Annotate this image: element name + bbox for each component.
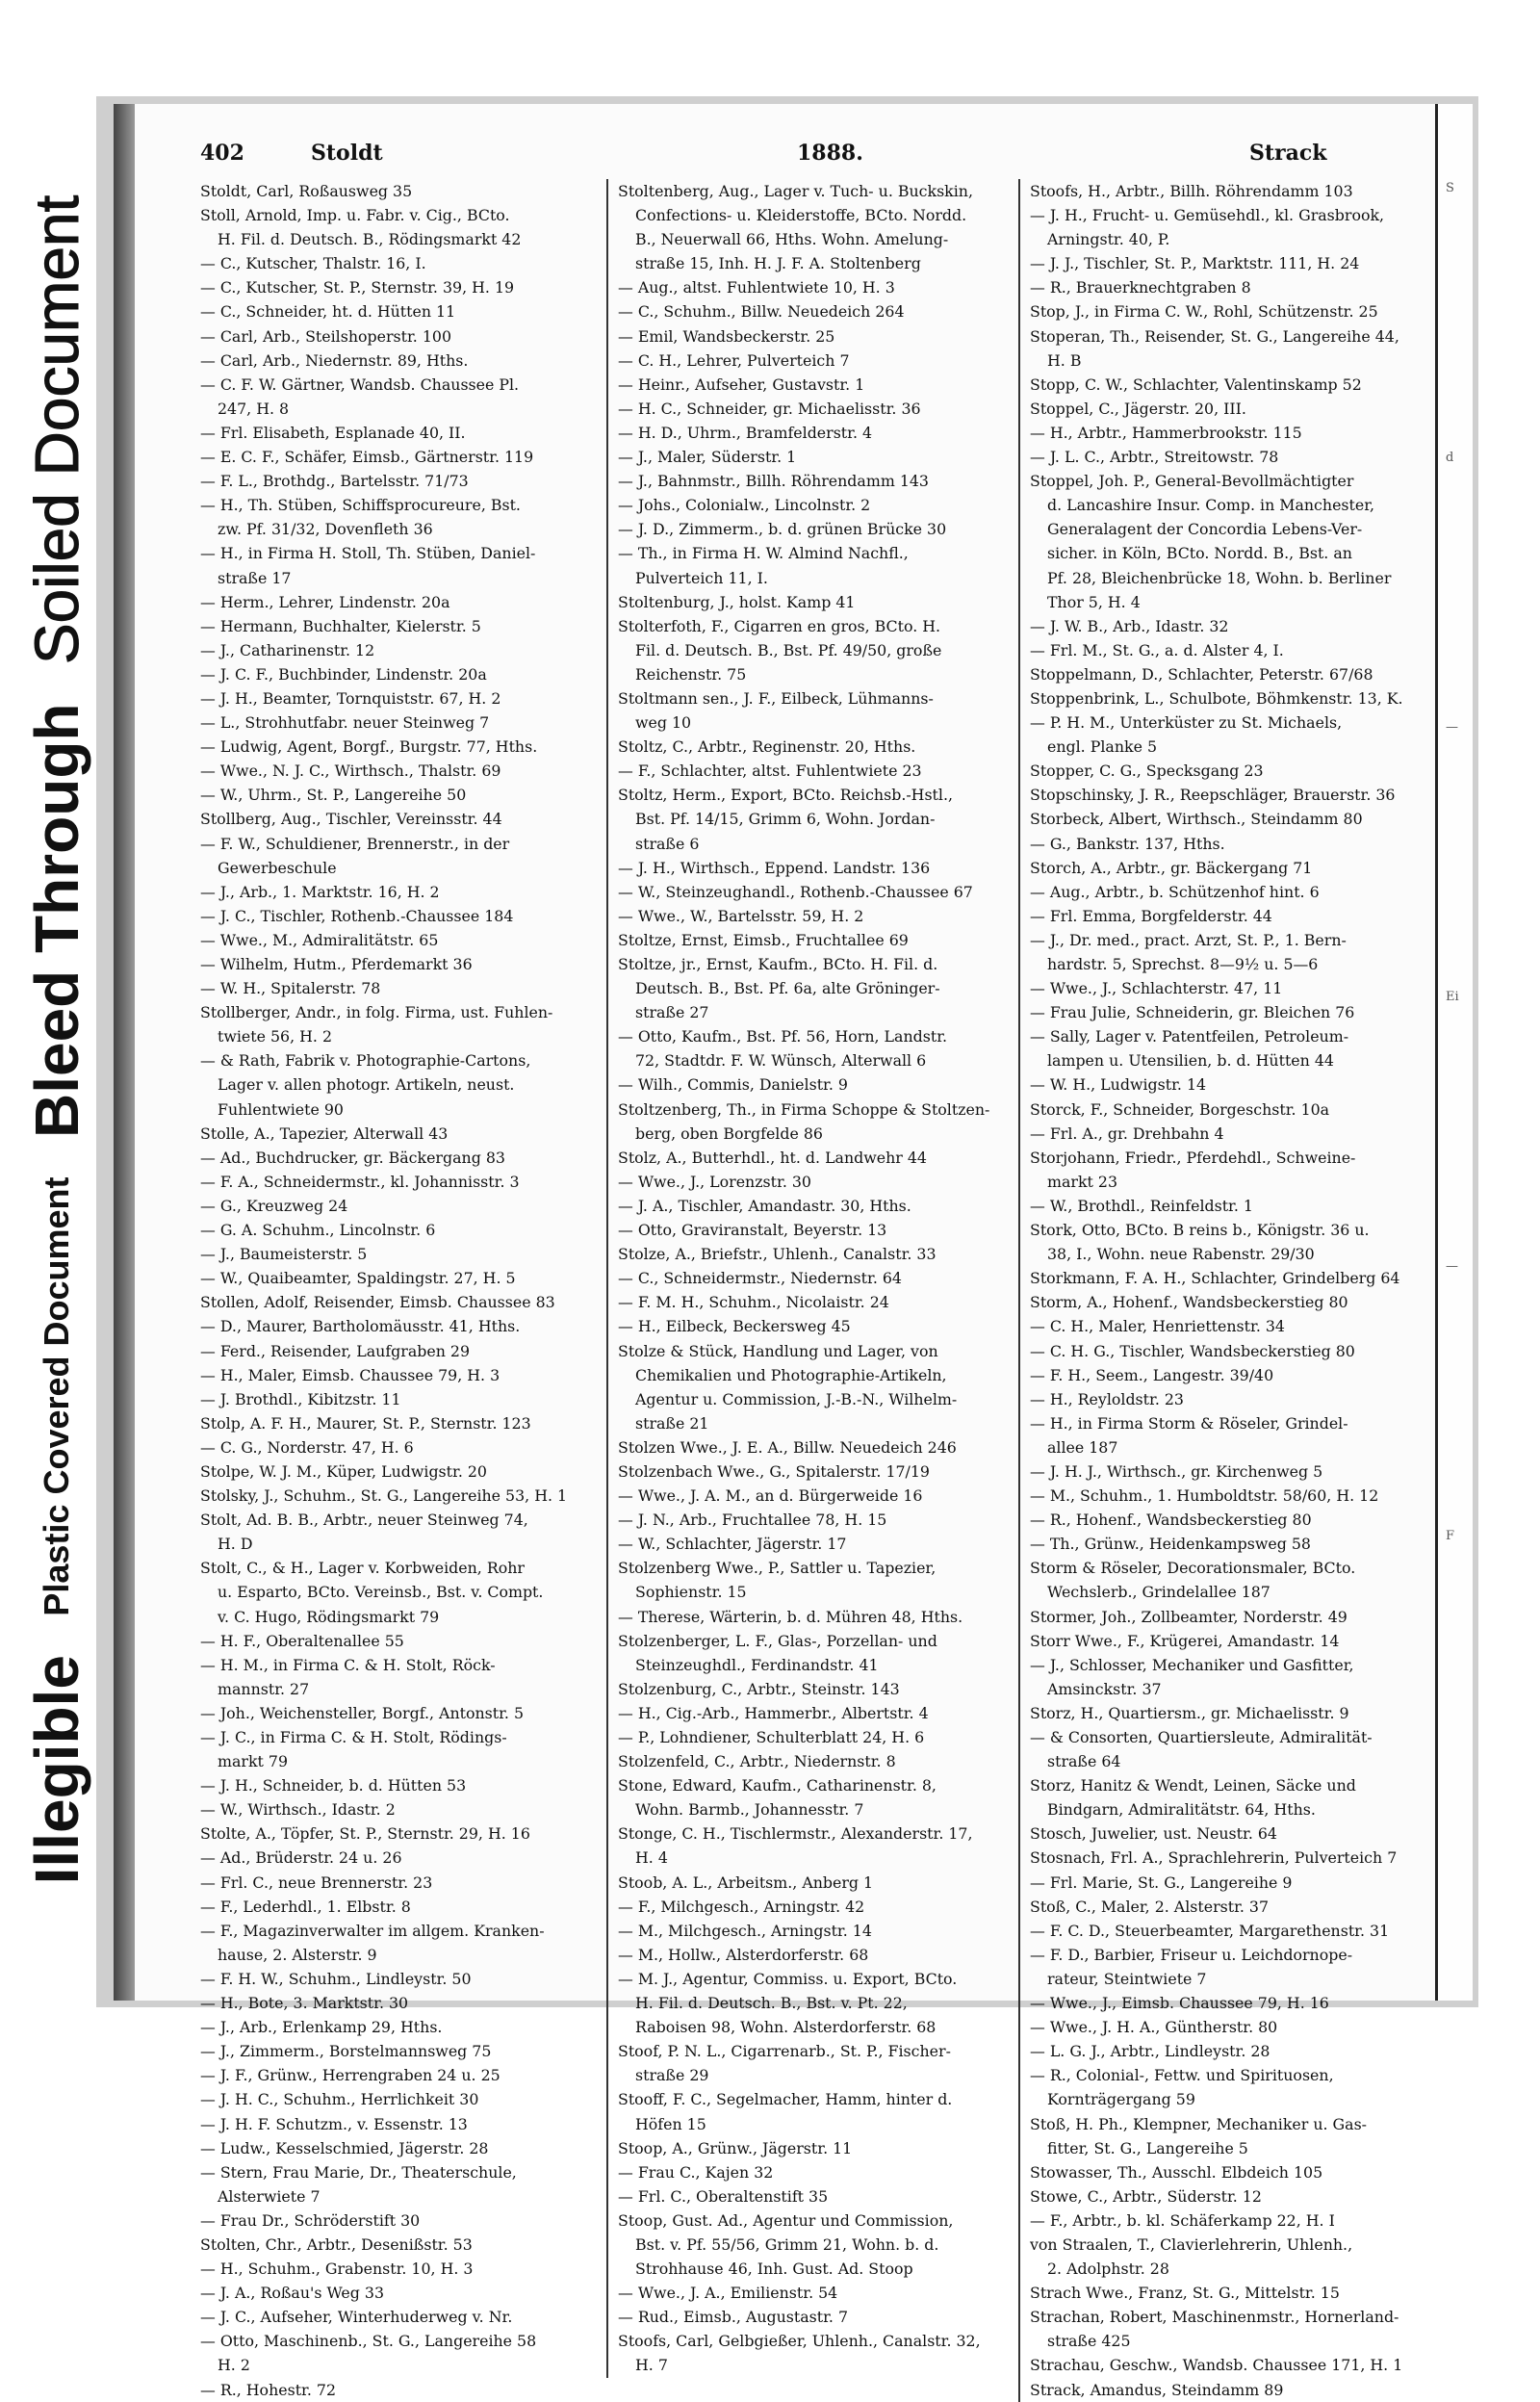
directory-entry: — Frl. Elisabeth, Esplanade 40, II. (200, 423, 466, 442)
stamp-plastic-covered: Plastic Covered Document (37, 1176, 76, 1616)
directory-entry: — Frau Dr., Schröderstift 30 (200, 2210, 421, 2230)
directory-entry: — C., Schneidermstr., Niedernstr. 64 (618, 1269, 902, 1288)
directory-entry: Stoppel, C., Jägerstr. 20, III. (1030, 399, 1246, 418)
entry-continuation: u. Esparto, BCto. Vereinsb., Bst. v. Compt. (218, 1583, 544, 1602)
directory-entry: — F., Milchgesch., Arningstr. 42 (618, 1897, 865, 1916)
entry-continuation: engl. Planke 5 (1047, 737, 1157, 757)
directory-entry: — & Consorten, Quartiersleute, Admiralität- (1030, 1728, 1373, 1746)
directory-entry: — F. H. W., Schuhm., Lindleystr. 50 (200, 1969, 472, 1988)
directory-entry: — R., Hohenf., Wandsbeckerstieg 80 (1030, 1511, 1312, 1530)
directory-entry: Storm & Röseler, Decorationsmaler, BCto. (1030, 1559, 1356, 1578)
directory-entry: Stormer, Joh., Zollbeamter, Norderstr. 49 (1030, 1607, 1348, 1626)
directory-entry: — F. W., Schuldiener, Brennerstr., in der (200, 834, 510, 853)
stamp-soiled: Soiled Document (22, 194, 91, 665)
directory-entry: Storr Wwe., F., Krügerei, Amandastr. 14 (1030, 1631, 1340, 1650)
directory-entry: — P. H. M., Unterküster zu St. Michaels, (1030, 713, 1343, 733)
directory-entry: Stoß, C., Maler, 2. Alsterstr. 37 (1030, 1897, 1270, 1916)
directory-entry: — H., Cig.-Arb., Hammerbr., Albertstr. 4 (618, 1703, 929, 1722)
directory-entry: Stoltzenberg, Th., in Firma Schoppe & Stoltzen- (618, 1099, 990, 1119)
directory-entry: Stolle, A., Tapezier, Alterwall 43 (200, 1124, 449, 1143)
directory-entry: Stolzenfeld, C., Arbtr., Niedernstr. 8 (618, 1752, 896, 1771)
directory-entry: — Ludw., Kesselschmied, Jägerstr. 28 (200, 2138, 489, 2157)
directory-entry: — C. H., Maler, Henriettenstr. 34 (1030, 1317, 1285, 1336)
directory-entry: — W., Schlachter, Jägerstr. 17 (618, 1535, 847, 1554)
entry-continuation: v. C. Hugo, Rödingsmarkt 79 (218, 1607, 440, 1626)
directory-entry: — F. H., Seem., Langestr. 39/40 (1030, 1365, 1274, 1384)
directory-entry: Strachan, Robert, Maschinenmstr., Hornerland- (1030, 2308, 1399, 2327)
directory-entry: — J., Dr. med., pract. Arzt, St. P., 1. Bern- (1030, 930, 1347, 949)
directory-entry: Stowe, C., Arbtr., Süderstr. 12 (1030, 2186, 1262, 2206)
directory-entry: Stolz, A., Butterhdl., ht. d. Landwehr 44 (618, 1148, 927, 1167)
header-right-keyword: Strack (1249, 141, 1327, 166)
directory-entry: Stonge, C. H., Tischlermstr., Alexanderstr. 17, (618, 1824, 973, 1844)
directory-entry: — Ludwig, Agent, Borgf., Burgstr. 77, Hths. (200, 737, 538, 757)
directory-entry: Stollberger, Andr., in folg. Firma, ust. Fuhlen- (200, 1003, 553, 1022)
directory-entry: — W., Quaibeamter, Spaldingstr. 27, H. 5 (200, 1269, 516, 1288)
directory-entry: — W., Wirthsch., Idastr. 2 (200, 1800, 396, 1820)
directory-entry: Stolt, C., & H., Lager v. Korbweiden, Rohr (200, 1559, 525, 1578)
next-page-fragment: F (1446, 1529, 1455, 1543)
directory-entry: — H., Eilbeck, Beckersweg 45 (618, 1317, 851, 1336)
directory-entry: Stoltz, C., Arbtr., Reginenstr. 20, Hths. (618, 737, 916, 757)
directory-entry: — J. W. B., Arb., Idastr. 32 (1030, 616, 1229, 635)
directory-entry: Stoltze, Ernst, Eimsb., Fruchtallee 69 (618, 930, 909, 949)
directory-entry: — J. H., Wirthsch., Eppend. Landstr. 136 (618, 858, 931, 877)
directory-entry: Stoltmann sen., J. F., Eilbeck, Lühmanns- (618, 688, 934, 708)
directory-entry: Stolsky, J., Schuhm., St. G., Langereihe 53, H. 1 (200, 1486, 568, 1506)
directory-entry: Strach Wwe., Franz, St. G., Mittelstr. 15 (1030, 2284, 1340, 2303)
directory-entry: — G., Kreuzweg 24 (200, 1196, 348, 1215)
entry-continuation: markt 23 (1047, 1172, 1117, 1191)
directory-entry: — H., Schuhm., Grabenstr. 10, H. 3 (200, 2260, 474, 2279)
entry-continuation: H. 2 (218, 2356, 250, 2375)
next-page-edge (1435, 104, 1473, 2001)
directory-entry: — J. H., Beamter, Tornquiststr. 67, H. 2 (200, 688, 501, 708)
directory-entry: — Aug., altst. Fuhlentwiete 10, H. 3 (618, 278, 895, 297)
directory-entry: Stone, Edward, Kaufm., Catharinenstr. 8, (618, 1776, 937, 1795)
directory-entry: Stoß, H. Ph., Klempner, Mechaniker u. Gas- (1030, 2114, 1368, 2133)
directory-entry: — J., Arb., 1. Marktstr. 16, H. 2 (200, 882, 440, 901)
entry-continuation: Höfen 15 (635, 2114, 706, 2133)
directory-entry: Stolzenberg Wwe., P., Sattler u. Tapezier, (618, 1559, 937, 1578)
directory-entry: Stolten, Chr., Arbtr., Desenißstr. 53 (200, 2234, 473, 2254)
directory-entry: Stoltz, Herm., Export, BCto. Reichsb.-Hstl., (618, 786, 954, 805)
directory-entry: Stosnach, Frl. A., Sprachlehrerin, Pulverteich 7 (1030, 1848, 1398, 1868)
directory-entry: Stolpe, W. J. M., Küper, Ludwigstr. 20 (200, 1461, 487, 1481)
directory-entry: — Wwe., J. A., Emilienstr. 54 (618, 2284, 838, 2303)
entry-continuation: H. Fil. d. Deutsch. B., Rödingsmarkt 42 (218, 230, 522, 249)
directory-entry: Storkmann, F. A. H., Schlachter, Grindelberg 64 (1030, 1269, 1400, 1288)
directory-entry: Storjohann, Friedr., Pferdehdl., Schweine- (1030, 1148, 1356, 1167)
directory-entry: — M., Schuhm., 1. Humboldtstr. 58/60, H. 12 (1030, 1486, 1379, 1506)
stamp-bleed-through: Bleed Through (22, 703, 91, 1139)
directory-entry: Stolte, A., Töpfer, St. P., Sternstr. 29, H. 16 (200, 1824, 530, 1844)
directory-entry: Stoof, P. N. L., Cigarrenarb., St. P., Fischer- (618, 2042, 951, 2061)
entry-continuation: straße 21 (635, 1413, 709, 1433)
directory-entry: — Carl, Arb., Niedernstr. 89, Hths. (200, 350, 469, 370)
directory-entry: — Frau Julie, Schneiderin, gr. Bleichen 76 (1030, 1003, 1355, 1022)
directory-entry: — J., Bahnmstr., Billh. Röhrendamm 143 (618, 472, 929, 491)
directory-entry: — M., Milchgesch., Arningstr. 14 (618, 1921, 872, 1940)
directory-entry: — J. D., Zimmerm., b. d. grünen Brücke 30 (618, 520, 947, 539)
entry-continuation: sicher. in Köln, BCto. Nordd. B., Bst. an (1047, 544, 1352, 563)
directory-entry: Stolze & Stück, Handlung und Lager, von (618, 1341, 938, 1360)
directory-entry: — J. A., Tischler, Amandastr. 30, Hths. (618, 1196, 911, 1215)
entry-continuation: d. Lancashire Insur. Comp. in Manchester, (1047, 496, 1375, 515)
directory-entry: — J. C., Tischler, Rothenb.-Chaussee 184 (200, 906, 514, 925)
directory-entry: — J. A., Roßau's Weg 33 (200, 2284, 384, 2303)
directory-entry: — Wwe., J., Schlachterstr. 47, 11 (1030, 979, 1283, 998)
directory-entry: — F. M. H., Schuhm., Nicolaistr. 24 (618, 1293, 889, 1312)
directory-entry: — Joh., Weichensteller, Borgf., Antonstr. 5 (200, 1703, 525, 1722)
directory-entry: — Th., Grünw., Heidenkampsweg 58 (1030, 1535, 1311, 1554)
directory-entry: — H. D., Uhrm., Bramfelderstr. 4 (618, 423, 873, 442)
entry-continuation: hardstr. 5, Sprechst. 8—9½ u. 5—6 (1047, 955, 1319, 973)
directory-entry: — Johs., Colonialw., Lincolnstr. 2 (618, 496, 871, 515)
directory-entry: — C. F. W. Gärtner, Wandsb. Chaussee Pl. (200, 375, 520, 394)
directory-entry: — C. G., Norderstr. 47, H. 6 (200, 1437, 414, 1457)
directory-entry: — F., Schlachter, altst. Fuhlentwiete 23 (618, 762, 922, 781)
directory-entry: — M. J., Agentur, Commiss. u. Export, BCto. (618, 1969, 958, 1988)
entry-continuation: Arningstr. 40, P. (1047, 230, 1170, 249)
directory-entry: — G., Bankstr. 137, Hths. (1030, 834, 1225, 853)
directory-entry: Stopp, C. W., Schlachter, Valentinskamp 52 (1030, 375, 1362, 394)
entry-continuation: Bindgarn, Admiralitätstr. 64, Hths. (1047, 1800, 1316, 1820)
entry-continuation: Lager v. allen photogr. Artikeln, neust. (218, 1075, 515, 1095)
directory-entry: — F., Arbtr., b. kl. Schäferkamp 22, H. I (1030, 2210, 1335, 2230)
directory-entry: — C., Schuhm., Billw. Neuedeich 264 (618, 302, 905, 322)
entry-continuation: Reichenstr. 75 (635, 664, 747, 684)
directory-entry: — Frl. C., neue Brennerstr. 23 (200, 1873, 433, 1892)
directory-entry: — W. H., Ludwigstr. 14 (1030, 1075, 1207, 1095)
entry-continuation: H. D (218, 1535, 253, 1554)
directory-entry: — H., in Firma H. Stoll, Th. Stüben, Daniel- (200, 544, 536, 563)
directory-entry: — H., Reyloldstr. 23 (1030, 1389, 1184, 1408)
entry-continuation: berg, oben Borgfelde 86 (635, 1124, 823, 1143)
directory-entry: Stoofs, Carl, Gelbgießer, Uhlenh., Canalstr. 32, (618, 2332, 981, 2351)
directory-entry: Stolze, A., Briefstr., Uhlenh., Canalstr. 33 (618, 1245, 937, 1264)
stamp-text (21, 178, 92, 1902)
directory-entry: Stolzenbach Wwe., G., Spitalerstr. 17/19 (618, 1461, 930, 1481)
directory-entry: — J. J., Tischler, St. P., Marktstr. 111, H. 24 (1030, 254, 1360, 273)
directory-entry: — Frl. C., Oberaltenstift 35 (618, 2186, 829, 2206)
directory-entry: Stoop, A., Grünw., Jägerstr. 11 (618, 2138, 853, 2157)
next-page-fragment: — (1446, 1259, 1458, 1274)
directory-entry: Stoltenberg, Aug., Lager v. Tuch- u. Buckskin, (618, 182, 973, 200)
entry-continuation: Fil. d. Deutsch. B., Bst. Pf. 49/50, große (635, 640, 942, 659)
entry-continuation: markt 79 (218, 1752, 288, 1771)
directory-entry: — J. H. F. Schutzm., v. Essenstr. 13 (200, 2114, 468, 2133)
entry-continuation: Pulverteich 11, I. (635, 568, 768, 587)
directory-entry: — J. N., Arb., Fruchtallee 78, H. 15 (618, 1511, 887, 1530)
directory-entry: — J. H. C., Schuhm., Herrlichkeit 30 (200, 2090, 479, 2109)
directory-entry: — J., Maler, Süderstr. 1 (618, 448, 797, 467)
directory-entry: — J. C., Aufseher, Winterhuderweg v. Nr. (200, 2308, 513, 2327)
directory-entry: Strack, Amandus, Steindamm 89 (1030, 2380, 1284, 2399)
entry-continuation: Sophienstr. 15 (635, 1583, 747, 1602)
entry-continuation: Generalagent der Concordia Lebens-Ver- (1047, 520, 1363, 539)
directory-entry: — Herm., Lehrer, Lindenstr. 20a (200, 592, 450, 611)
directory-entry: — F. L., Brothdg., Bartelsstr. 71/73 (200, 472, 469, 491)
directory-entry: — W., Brothdl., Reinfeldstr. 1 (1030, 1196, 1253, 1215)
directory-entry: — F. C. D., Steuerbeamter, Margarethenstr. 31 (1030, 1921, 1390, 1940)
directory-entry: — J. L. C., Arbtr., Streitowstr. 78 (1030, 448, 1279, 467)
entry-continuation: Agentur u. Commission, J.-B.-N., Wilhelm- (635, 1389, 958, 1408)
entry-continuation: H. Fil. d. Deutsch. B., Bst. v. Pt. 22, (635, 1994, 908, 2013)
directory-column-2 (606, 179, 1001, 2378)
entry-continuation: straße 29 (635, 2066, 709, 2085)
header-year: 1888. (797, 141, 863, 166)
directory-entry: — D., Maurer, Bartholomäusstr. 41, Hths. (200, 1317, 521, 1336)
directory-entry: — J. H., Frucht- u. Gemüsehdl., kl. Grasbrook, (1030, 206, 1385, 225)
directory-entry: — W. H., Spitalerstr. 78 (200, 979, 381, 998)
entry-continuation: 72, Stadtdr. F. W. Wünsch, Alterwall 6 (635, 1051, 927, 1071)
page-header (200, 141, 1423, 171)
directory-entry: Stolterfoth, F., Cigarren en gros, BCto. H. (618, 616, 941, 635)
directory-entry: — H. C., Schneider, gr. Michaelisstr. 36 (618, 399, 921, 418)
directory-entry: — Frl. M., St. G., a. d. Alster 4, I. (1030, 640, 1284, 659)
entry-continuation: straße 6 (635, 834, 700, 853)
directory-entry: — Ferd., Reisender, Laufgraben 29 (200, 1341, 471, 1360)
directory-entry: Stoldt, Carl, Roßausweg 35 (200, 182, 413, 200)
directory-entry: — R., Brauerknechtgraben 8 (1030, 278, 1251, 297)
entry-continuation: straße 17 (218, 568, 292, 587)
directory-entry: Stoperan, Th., Reisender, St. G., Langereihe 44, (1030, 326, 1399, 346)
page-gutter (114, 104, 135, 2001)
entry-continuation: H. 4 (635, 1848, 668, 1868)
stamp-illegible: Illegible (22, 1655, 91, 1885)
entry-continuation: Bst. Pf. 14/15, Grimm 6, Wohn. Jordan- (635, 810, 936, 829)
directory-entry: Strachau, Geschw., Wandsb. Chaussee 171, H. 1 (1030, 2356, 1403, 2375)
directory-entry: — Hermann, Buchhalter, Kielerstr. 5 (200, 616, 481, 635)
entry-continuation: hause, 2. Alsterstr. 9 (218, 1945, 377, 1964)
entry-continuation: Bst. v. Pf. 55/56, Grimm 21, Wohn. b. d. (635, 2234, 939, 2254)
next-page-fragment: Ei (1446, 990, 1459, 1004)
directory-entry: — Wilhelm, Hutm., Pferdemarkt 36 (200, 955, 473, 973)
entry-continuation: Fuhlentwiete 90 (218, 1099, 344, 1119)
directory-entry: Stoppel, Joh. P., General-Bevollmächtigter (1030, 472, 1354, 491)
directory-entry: — F. D., Barbier, Friseur u. Leichdornope- (1030, 1945, 1353, 1964)
directory-entry: — Ad., Buchdrucker, gr. Bäckergang 83 (200, 1148, 505, 1167)
directory-entry: — & Rath, Fabrik v. Photographie-Cartons, (200, 1051, 531, 1071)
directory-entry: Stolp, A. F. H., Maurer, St. P., Sternstr. 123 (200, 1413, 531, 1433)
entry-continuation: 247, H. 8 (218, 399, 290, 418)
entry-continuation: Amsinckstr. 37 (1047, 1679, 1162, 1698)
directory-entry: — H. F., Oberaltenallee 55 (200, 1631, 404, 1650)
directory-entry: — F. A., Schneidermstr., kl. Johannisstr. 3 (200, 1172, 520, 1191)
entry-continuation: weg 10 (635, 713, 692, 733)
directory-entry: Stoop, Gust. Ad., Agentur und Commission, (618, 2210, 954, 2230)
next-page-fragment: — (1446, 720, 1458, 735)
directory-entry: — F., Magazinverwalter im allgem. Kranken- (200, 1921, 545, 1940)
entry-continuation: 38, I., Wohn. neue Rabenstr. 29/30 (1047, 1245, 1315, 1264)
entry-continuation: H. B (1047, 350, 1082, 370)
directory-entry: — H., Arbtr., Hammerbrookstr. 115 (1030, 423, 1302, 442)
entry-continuation: twiete 56, H. 2 (218, 1027, 333, 1046)
directory-entry: — Emil, Wandsbeckerstr. 25 (618, 326, 835, 346)
entry-continuation: Confections- u. Kleiderstoffe, BCto. Nordd. (635, 206, 967, 225)
directory-entry: — C. H., Lehrer, Pulverteich 7 (618, 350, 850, 370)
directory-entry: — Otto, Graviranstalt, Beyerstr. 13 (618, 1221, 887, 1240)
entry-continuation: Strohhause 46, Inh. Gust. Ad. Stoop (635, 2260, 913, 2279)
entry-continuation: Alsterwiete 7 (218, 2186, 321, 2206)
directory-entry: Stolzenburg, C., Arbtr., Steinstr. 143 (618, 1679, 900, 1698)
directory-entry: — H. M., in Firma C. & H. Stolt, Röck- (200, 1655, 496, 1674)
directory-entry: — Heinr., Aufseher, Gustavstr. 1 (618, 375, 865, 394)
directory-entry: — R., Colonial-, Fettw. und Spirituosen, (1030, 2066, 1334, 2085)
directory-entry: — H., Bote, 3. Marktstr. 30 (200, 1994, 409, 2013)
directory-entry: Stowasser, Th., Ausschl. Elbdeich 105 (1030, 2162, 1323, 2182)
directory-entry: — Therese, Wärterin, b. d. Mühren 48, Hths. (618, 1607, 963, 1626)
directory-entry: — Wilh., Commis, Danielstr. 9 (618, 1075, 848, 1095)
entry-continuation: Kornträgergang 59 (1047, 2090, 1195, 2109)
directory-entry: — Frl. Marie, St. G., Langereihe 9 (1030, 1873, 1293, 1892)
entry-continuation: 2. Adolphstr. 28 (1047, 2260, 1169, 2279)
entry-continuation: fitter, St. G., Langereihe 5 (1047, 2138, 1248, 2157)
entry-continuation: Raboisen 98, Wohn. Alsterdorferstr. 68 (635, 2018, 937, 2037)
directory-entry: — Otto, Maschinenb., St. G., Langereihe 58 (200, 2332, 537, 2351)
directory-entry: Stork, Otto, BCto. B reins b., Königstr. 36 u. (1030, 1221, 1370, 1240)
directory-entry: Stooff, F. C., Segelmacher, Hamm, hinter d. (618, 2090, 953, 2109)
directory-entry: — Wwe., J. A. M., an d. Bürgerweide 16 (618, 1486, 923, 1506)
entry-continuation: straße 64 (1047, 1752, 1121, 1771)
entry-continuation: Thor 5, H. 4 (1047, 592, 1141, 611)
directory-entry: — C., Kutscher, St. P., Sternstr. 39, H. 19 (200, 278, 515, 297)
directory-entry: Stoltze, jr., Ernst, Kaufm., BCto. H. Fil. d. (618, 955, 938, 973)
directory-entry: — Wwe., W., Bartelsstr. 59, H. 2 (618, 906, 864, 925)
directory-entry: — Th., in Firma H. W. Almind Nachfl., (618, 544, 909, 563)
directory-entry: — Ad., Brüderstr. 24 u. 26 (200, 1848, 402, 1868)
directory-entry: Storbeck, Albert, Wirthsch., Steindamm 80 (1030, 810, 1363, 829)
entry-continuation: B., Neuerwall 66, Hths. Wohn. Amelung- (635, 230, 949, 249)
directory-entry: Stoppenbrink, L., Schulbote, Böhmkenstr. 13, K. (1030, 688, 1403, 708)
entry-continuation: Pf. 28, Bleichenbrücke 18, Wohn. b. Berliner (1047, 568, 1392, 587)
entry-continuation: mannstr. 27 (218, 1679, 310, 1698)
directory-entry: — C., Kutscher, Thalstr. 16, I. (200, 254, 426, 273)
entry-continuation: zw. Pf. 31/32, Dovenfleth 36 (218, 520, 433, 539)
entry-continuation: Chemikalien und Photographie-Artikeln, (635, 1365, 947, 1384)
directory-entry: Stoll, Arnold, Imp. u. Fabr. v. Cig., BCto. (200, 206, 510, 225)
directory-entry: — J., Arb., Erlenkamp 29, Hths. (200, 2018, 443, 2037)
directory-entry: Stolt, Ad. B. B., Arbtr., neuer Steinweg 74, (200, 1511, 528, 1530)
entry-continuation: H. 7 (635, 2356, 668, 2375)
directory-entry: — J., Schlosser, Mechaniker und Gasfitter, (1030, 1655, 1354, 1674)
directory-entry: Stop, J., in Firma C. W., Rohl, Schützenstr. 25 (1030, 302, 1378, 322)
directory-entry: Storck, F., Schneider, Borgeschstr. 10a (1030, 1099, 1330, 1119)
directory-entry: — J. C., in Firma C. & H. Stolt, Rödings- (200, 1728, 507, 1746)
directory-entry: — M., Hollw., Alsterdorferstr. 68 (618, 1945, 869, 1964)
entry-continuation: Gewerbeschule (218, 858, 337, 877)
directory-entry: von Straalen, T., Clavierlehrerin, Uhlenh., (1030, 2234, 1353, 2254)
directory-entry: Stoofs, H., Arbtr., Billh. Röhrendamm 103 (1030, 182, 1353, 200)
directory-entry: — Sally, Lager v. Patentfeilen, Petroleum- (1030, 1027, 1349, 1046)
directory-entry: — J. H., Schneider, b. d. Hütten 53 (200, 1776, 467, 1795)
directory-entry: — J. H. J., Wirthsch., gr. Kirchenweg 5 (1030, 1461, 1323, 1481)
directory-entry: — R., Hohestr. 72 (200, 2380, 336, 2399)
directory-entry: — Carl, Arb., Steilshoperstr. 100 (200, 326, 451, 346)
directory-entry: Stoob, A. L., Arbeitsm., Anberg 1 (618, 1873, 874, 1892)
directory-entry: — L., Strohhutfabr. neuer Steinweg 7 (200, 713, 490, 733)
directory-entry: Stoppelmann, D., Schlachter, Peterstr. 67/68 (1030, 664, 1373, 684)
directory-entry: Stosch, Juwelier, ust. Neustr. 64 (1030, 1824, 1277, 1844)
directory-entry: — Wwe., M., Admiralitätstr. 65 (200, 930, 439, 949)
directory-entry: — Wwe., J., Eimsb. Chaussee 79, H. 16 (1030, 1994, 1329, 2013)
entry-continuation: rateur, Steintwiete 7 (1047, 1969, 1207, 1988)
directory-page (114, 104, 1473, 2399)
directory-entry: Stolzen Wwe., J. E. A., Billw. Neuedeich 246 (618, 1437, 957, 1457)
entry-continuation: Deutsch. B., Bst. Pf. 6a, alte Gröninger- (635, 979, 940, 998)
directory-entry: — Stern, Frau Marie, Dr., Theaterschule, (200, 2162, 517, 2182)
directory-entry: — Wwe., N. J. C., Wirthsch., Thalstr. 69 (200, 762, 501, 781)
directory-entry: — J., Zimmerm., Borstelmannsweg 75 (200, 2042, 492, 2061)
directory-entry: — P., Lohndiener, Schulterblatt 24, H. 6 (618, 1728, 925, 1746)
entry-continuation: straße 27 (635, 1003, 709, 1022)
directory-entry: Storm, A., Hohenf., Wandsbeckerstieg 80 (1030, 1293, 1348, 1312)
directory-entry: — F., Lederhdl., 1. Elbstr. 8 (200, 1897, 411, 1916)
directory-entry: — Wwe., J., Lorenzstr. 30 (618, 1172, 811, 1191)
directory-entry: — Wwe., J. H. A., Güntherstr. 80 (1030, 2018, 1278, 2037)
entry-continuation: straße 425 (1047, 2332, 1131, 2351)
directory-entry: — J., Baumeisterstr. 5 (200, 1245, 368, 1264)
directory-entry: — Frl. Emma, Borgfelderstr. 44 (1030, 906, 1272, 925)
directory-entry: — W., Uhrm., St. P., Langereihe 50 (200, 786, 467, 805)
next-page-fragment: S (1446, 181, 1454, 195)
next-page-fragment: d (1446, 451, 1454, 465)
entry-continuation: Steinzeughdl., Ferdinandstr. 41 (635, 1655, 879, 1674)
directory-entry: Stopper, C. G., Specksgang 23 (1030, 762, 1264, 781)
directory-entry: Storch, A., Arbtr., gr. Bäckergang 71 (1030, 858, 1313, 877)
directory-entry: Stollberg, Aug., Tischler, Vereinsstr. 44 (200, 810, 502, 829)
directory-entry: — J., Catharinenstr. 12 (200, 640, 375, 659)
directory-entry: — C. H. G., Tischler, Wandsbeckerstieg 80 (1030, 1341, 1355, 1360)
directory-entry: Stollen, Adolf, Reisender, Eimsb. Chaussee 83 (200, 1293, 555, 1312)
entry-continuation: straße 15, Inh. H. J. F. A. Stoltenberg (635, 254, 921, 273)
entry-continuation: lampen u. Utensilien, b. d. Hütten 44 (1047, 1051, 1334, 1071)
directory-entry: — E. C. F., Schäfer, Eimsb., Gärtnerstr. 119 (200, 448, 534, 467)
directory-entry: — H., Th. Stüben, Schiffsprocureure, Bst. (200, 496, 521, 515)
directory-entry: — C., Schneider, ht. d. Hütten 11 (200, 302, 456, 322)
directory-entry: Stopschinsky, J. R., Reepschläger, Brauerstr. 36 (1030, 786, 1396, 805)
directory-entry: Storz, Hanitz & Wendt, Leinen, Säcke und (1030, 1776, 1356, 1795)
directory-entry: — G. A. Schuhm., Lincolnstr. 6 (200, 1221, 436, 1240)
directory-entry: — Aug., Arbtr., b. Schützenhof hint. 6 (1030, 882, 1320, 901)
directory-entry: Storz, H., Quartiersm., gr. Michaelisstr. 9 (1030, 1703, 1349, 1722)
directory-column-3 (1018, 179, 1415, 2402)
directory-entry: Stolzenberger, L. F., Glas-, Porzellan- und (618, 1631, 937, 1650)
directory-entry: Stoltenburg, J., holst. Kamp 41 (618, 592, 856, 611)
entry-continuation: allee 187 (1047, 1437, 1118, 1457)
directory-entry: — L. G. J., Arbtr., Lindleystr. 28 (1030, 2042, 1270, 2061)
directory-entry: — H., in Firma Storm & Röseler, Grindel- (1030, 1413, 1348, 1433)
directory-entry: — J. Brothdl., Kibitzstr. 11 (200, 1389, 401, 1408)
directory-entry: — Rud., Eimsb., Augustastr. 7 (618, 2308, 849, 2327)
directory-entry: — Otto, Kaufm., Bst. Pf. 56, Horn, Landstr. (618, 1027, 948, 1046)
entry-continuation: Wohn. Barmb., Johannesstr. 7 (635, 1800, 864, 1820)
directory-entry: — J. C. F., Buchbinder, Lindenstr. 20a (200, 664, 487, 684)
entry-continuation: Wechslerb., Grindelallee 187 (1047, 1583, 1270, 1602)
directory-entry: — H., Maler, Eimsb. Chaussee 79, H. 3 (200, 1365, 500, 1384)
directory-entry: — J. F., Grünw., Herrengraben 24 u. 25 (200, 2066, 500, 2085)
directory-entry: — Frl. A., gr. Drehbahn 4 (1030, 1124, 1224, 1143)
directory-column-1 (200, 179, 583, 2402)
header-left-keyword: Stoldt (311, 141, 383, 166)
directory-entry: — Frau C., Kajen 32 (618, 2162, 774, 2182)
directory-entry: — W., Steinzeughandl., Rothenb.-Chaussee 67 (618, 882, 973, 901)
page-number: 402 (200, 141, 244, 166)
